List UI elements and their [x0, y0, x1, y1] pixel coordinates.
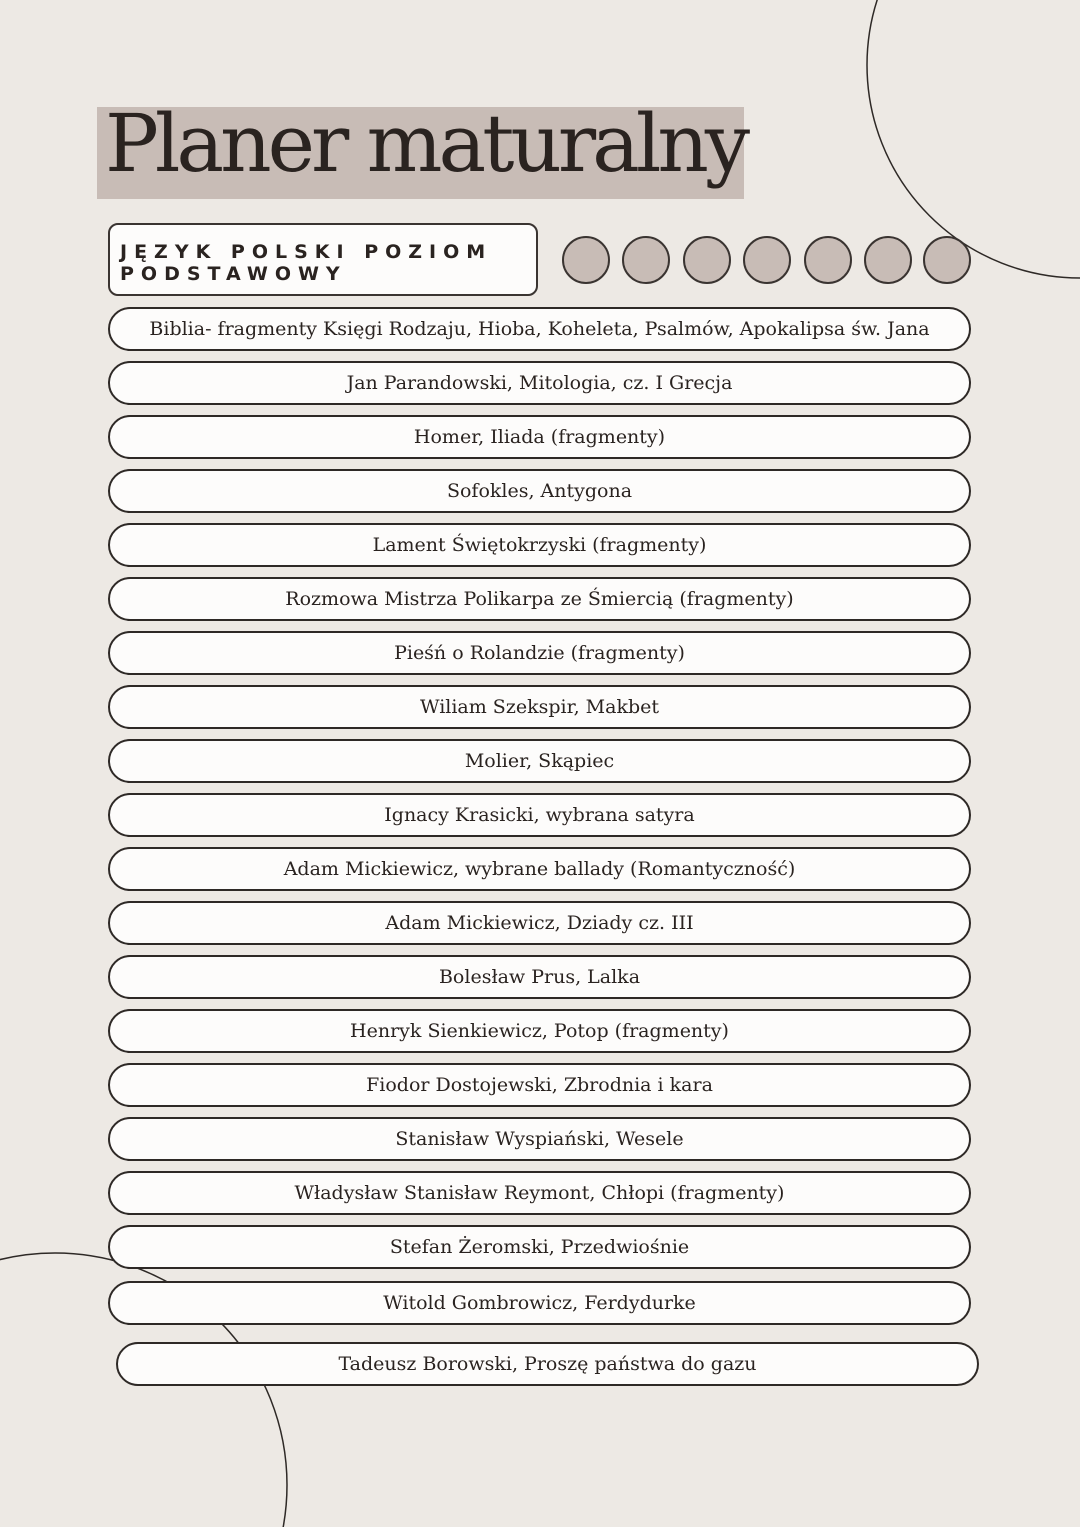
progress-dot-6[interactable] [864, 236, 912, 284]
progress-dot-5[interactable] [804, 236, 852, 284]
reading-item[interactable]: Fiodor Dostojewski, Zbrodnia i kara [108, 1063, 971, 1107]
reading-item[interactable]: Witold Gombrowicz, Ferdydurke [108, 1281, 971, 1325]
reading-item[interactable]: Jan Parandowski, Mitologia, cz. I Grecja [108, 361, 971, 405]
reading-item[interactable]: Sofokles, Antygona [108, 469, 971, 513]
progress-dot-2[interactable] [622, 236, 670, 284]
progress-dot-7[interactable] [923, 236, 971, 284]
reading-item[interactable]: Bolesław Prus, Lalka [108, 955, 971, 999]
reading-item[interactable]: Lament Świętokrzyski (fragmenty) [108, 523, 971, 567]
reading-item[interactable]: Władysław Stanisław Reymont, Chłopi (fragmenty) [108, 1171, 971, 1215]
reading-item[interactable]: Stefan Żeromski, Przedwiośnie [108, 1225, 971, 1269]
reading-item[interactable]: Adam Mickiewicz, wybrane ballady (Romantyczność) [108, 847, 971, 891]
reading-item[interactable]: Ignacy Krasicki, wybrana satyra [108, 793, 971, 837]
subject-label-line-2: PODSTAWOWY [120, 263, 347, 285]
reading-item[interactable]: Homer, Iliada (fragmenty) [108, 415, 971, 459]
progress-dot-3[interactable] [683, 236, 731, 284]
progress-dot-1[interactable] [562, 236, 610, 284]
subject-label-box [108, 223, 538, 296]
reading-item[interactable]: Wiliam Szekspir, Makbet [108, 685, 971, 729]
page-title: Planer maturalny [105, 97, 747, 190]
subject-label [120, 241, 492, 285]
reading-item[interactable]: Biblia- fragmenty Księgi Rodzaju, Hioba, Koheleta, Psalmów, Apokalipsa św. Jana [108, 307, 971, 351]
reading-item[interactable]: Pieśń o Rolandzie (fragmenty) [108, 631, 971, 675]
reading-item[interactable]: Henryk Sienkiewicz, Potop (fragmenty) [108, 1009, 971, 1053]
reading-item[interactable]: Tadeusz Borowski, Proszę państwa do gazu [116, 1342, 979, 1386]
reading-item[interactable]: Adam Mickiewicz, Dziady cz. III [108, 901, 971, 945]
reading-item[interactable]: Molier, Skąpiec [108, 739, 971, 783]
progress-dot-4[interactable] [743, 236, 791, 284]
reading-item[interactable]: Rozmowa Mistrza Polikarpa ze Śmiercią (fragmenty) [108, 577, 971, 621]
reading-item[interactable]: Stanisław Wyspiański, Wesele [108, 1117, 971, 1161]
subject-label-line-1: JĘZYK POLSKI POZIOM [120, 241, 493, 263]
